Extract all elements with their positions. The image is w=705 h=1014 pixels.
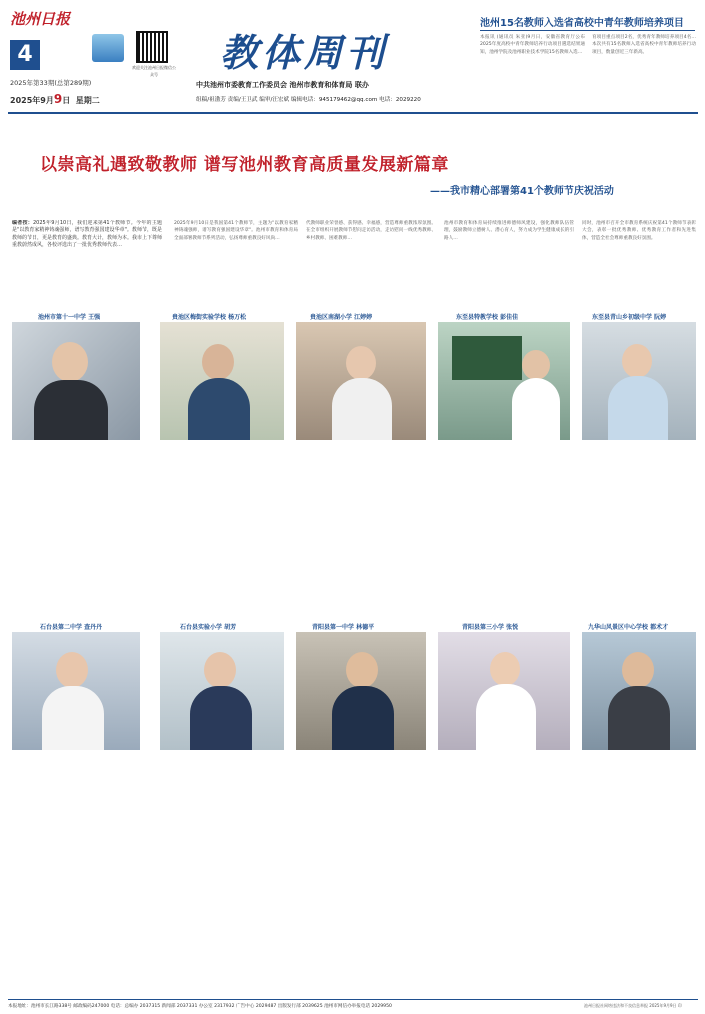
teacher-photo [438, 632, 570, 750]
page-number-badge: 4 [10, 40, 40, 70]
main-headline[interactable]: 以崇高礼遇致敬教师 谱写池州教育高质量发展新篇章 [40, 155, 449, 175]
sponsors-line: 中共池州市委教育工作委员会 池州市教育和体育局 联办 [196, 81, 369, 89]
footer-rule [8, 999, 698, 1000]
teacher-caption: 东至县特教学校 彭佳佳 [456, 314, 519, 321]
top-news-headline[interactable]: 池州15名教师入选省高校中青年教师培养项目 [480, 18, 684, 29]
teacher-bio [160, 756, 284, 996]
teacher-caption: 贵池区梅街实验学校 杨万松 [172, 314, 247, 321]
issue-info: 2025年第33期(总第289期) [10, 79, 92, 87]
teacher-bio [438, 445, 570, 605]
teacher-caption: 青阳县第一中学 林德平 [312, 624, 375, 631]
teacher-caption: 九华山风景区中心学校 都术才 [588, 624, 669, 631]
teacher-bio [160, 445, 284, 605]
teacher-caption: 池州市第十一中学 王强 [38, 314, 101, 321]
divider [480, 30, 695, 31]
teacher-photo [12, 632, 140, 750]
teacher-bio [296, 756, 426, 996]
main-subheadline: ——我市精心部署第41个教师节庆祝活动 [430, 186, 614, 197]
teacher-bio [438, 756, 570, 996]
top-news-lead-2: 育项目重点项目2名，优秀青年教师培养项目4名…本次共有15名教师入选省高校中青年教师培养行动项目，数量创近三年新高。 [592, 35, 696, 55]
teacher-bio [12, 756, 140, 996]
page-title: 教体周刊 [220, 30, 389, 75]
footer-right: 池州日报社网络违法和不良信息举报 2025年9月9日 印 [584, 1003, 682, 1008]
body-col-2: 代教师职业荣誉感、获得感、幸福感，营造尊师重教浓厚氛围。在全市组织开展教师节慰问走访活动，走访慰问一线优秀教师、乡村教师、困难教师… [306, 221, 436, 241]
masthead-rule [8, 112, 698, 114]
teacher-photo [160, 322, 284, 440]
teacher-photo [582, 322, 696, 440]
teacher-photo [296, 322, 426, 440]
teacher-caption: 石台县实验小学 胡芳 [180, 624, 237, 631]
teacher-bio [296, 445, 426, 605]
teacher-photo [296, 632, 426, 750]
teacher-bio [582, 756, 696, 996]
body-col-1: 2025年9月10日是我国第41个教师节，主题为"以教育家精神铸魂强师，谱写教育强国建设华章"。池州市教育和体育局全面部署教师节系列活动，弘扬尊师重教良好风尚… [174, 221, 298, 241]
top-news-lead: 本报讯 (通讯员 朱亚)9月日，安徽省教育厅公布2025年度高校中青年教师培养行动项目遴选结果通知，池州学院及池州职业技术学院15名教师入选… [480, 35, 585, 55]
qr-code-icon[interactable] [138, 33, 166, 61]
newspaper-logo: 池州日报 [10, 10, 71, 28]
teacher-caption: 东至县青山乡初级中学 阮婷 [592, 314, 667, 321]
issue-date: 2025年9月9日 星期二 [10, 92, 100, 106]
teacher-photo [12, 322, 140, 440]
masthead [0, 0, 705, 110]
editor-note: 编者按：2025年9月10日，我们迎来第41个教师节。今年的主题是"以教育家精神铸魂强师，谱写教育强国建设华章"。教师节，既是教师的节日，更是教育的盛典。教育大计，教师为本。我市上下尊师重教蔚然成风，各校评选出了一批优秀教师代表… [12, 220, 162, 249]
footer-info: 本报地址：池州市长江路338号 邮政编码247000 电话：总编办 2037315 新闻部 2037331 办公室 2317932 广告中心 2029487 出版发行部 2039625 池州市网信办举报电话 2029950 [8, 1004, 392, 1009]
teacher-bio [12, 445, 140, 605]
teacher-photo [582, 632, 696, 750]
teacher-caption: 贵池区南湖小学 江婷婷 [310, 314, 373, 321]
teacher-photo [160, 632, 284, 750]
teacher-bio [582, 445, 696, 605]
teacher-photo [438, 322, 570, 440]
qr-caption: 欢迎关注池州日报微信公众号 [132, 65, 176, 77]
body-col-3: 池州市教育和体育局持续推进师德师风建设，强化教师队伍管理，鼓励教师立德树人、潜心育人，努力成为学生健康成长的引路人… [444, 221, 574, 241]
education-emblem-icon [92, 34, 124, 62]
body-col-4: 同时，池州市召开全市教育系统庆祝第41个教师节表彰大会，表彰一批优秀教师、优秀教育工作者和先进集体，营造全社会尊师重教良好氛围。 [582, 221, 696, 241]
teacher-caption: 石台县第二中学 查丹丹 [40, 624, 103, 631]
teacher-caption: 青阳县第三小学 张悦 [462, 624, 519, 631]
editors-line: 组稿/祖渤芳 责编/王卫武 编审/汪宏斌 编辑电话：945179462@qq.com 电话：2029220 [196, 97, 421, 103]
